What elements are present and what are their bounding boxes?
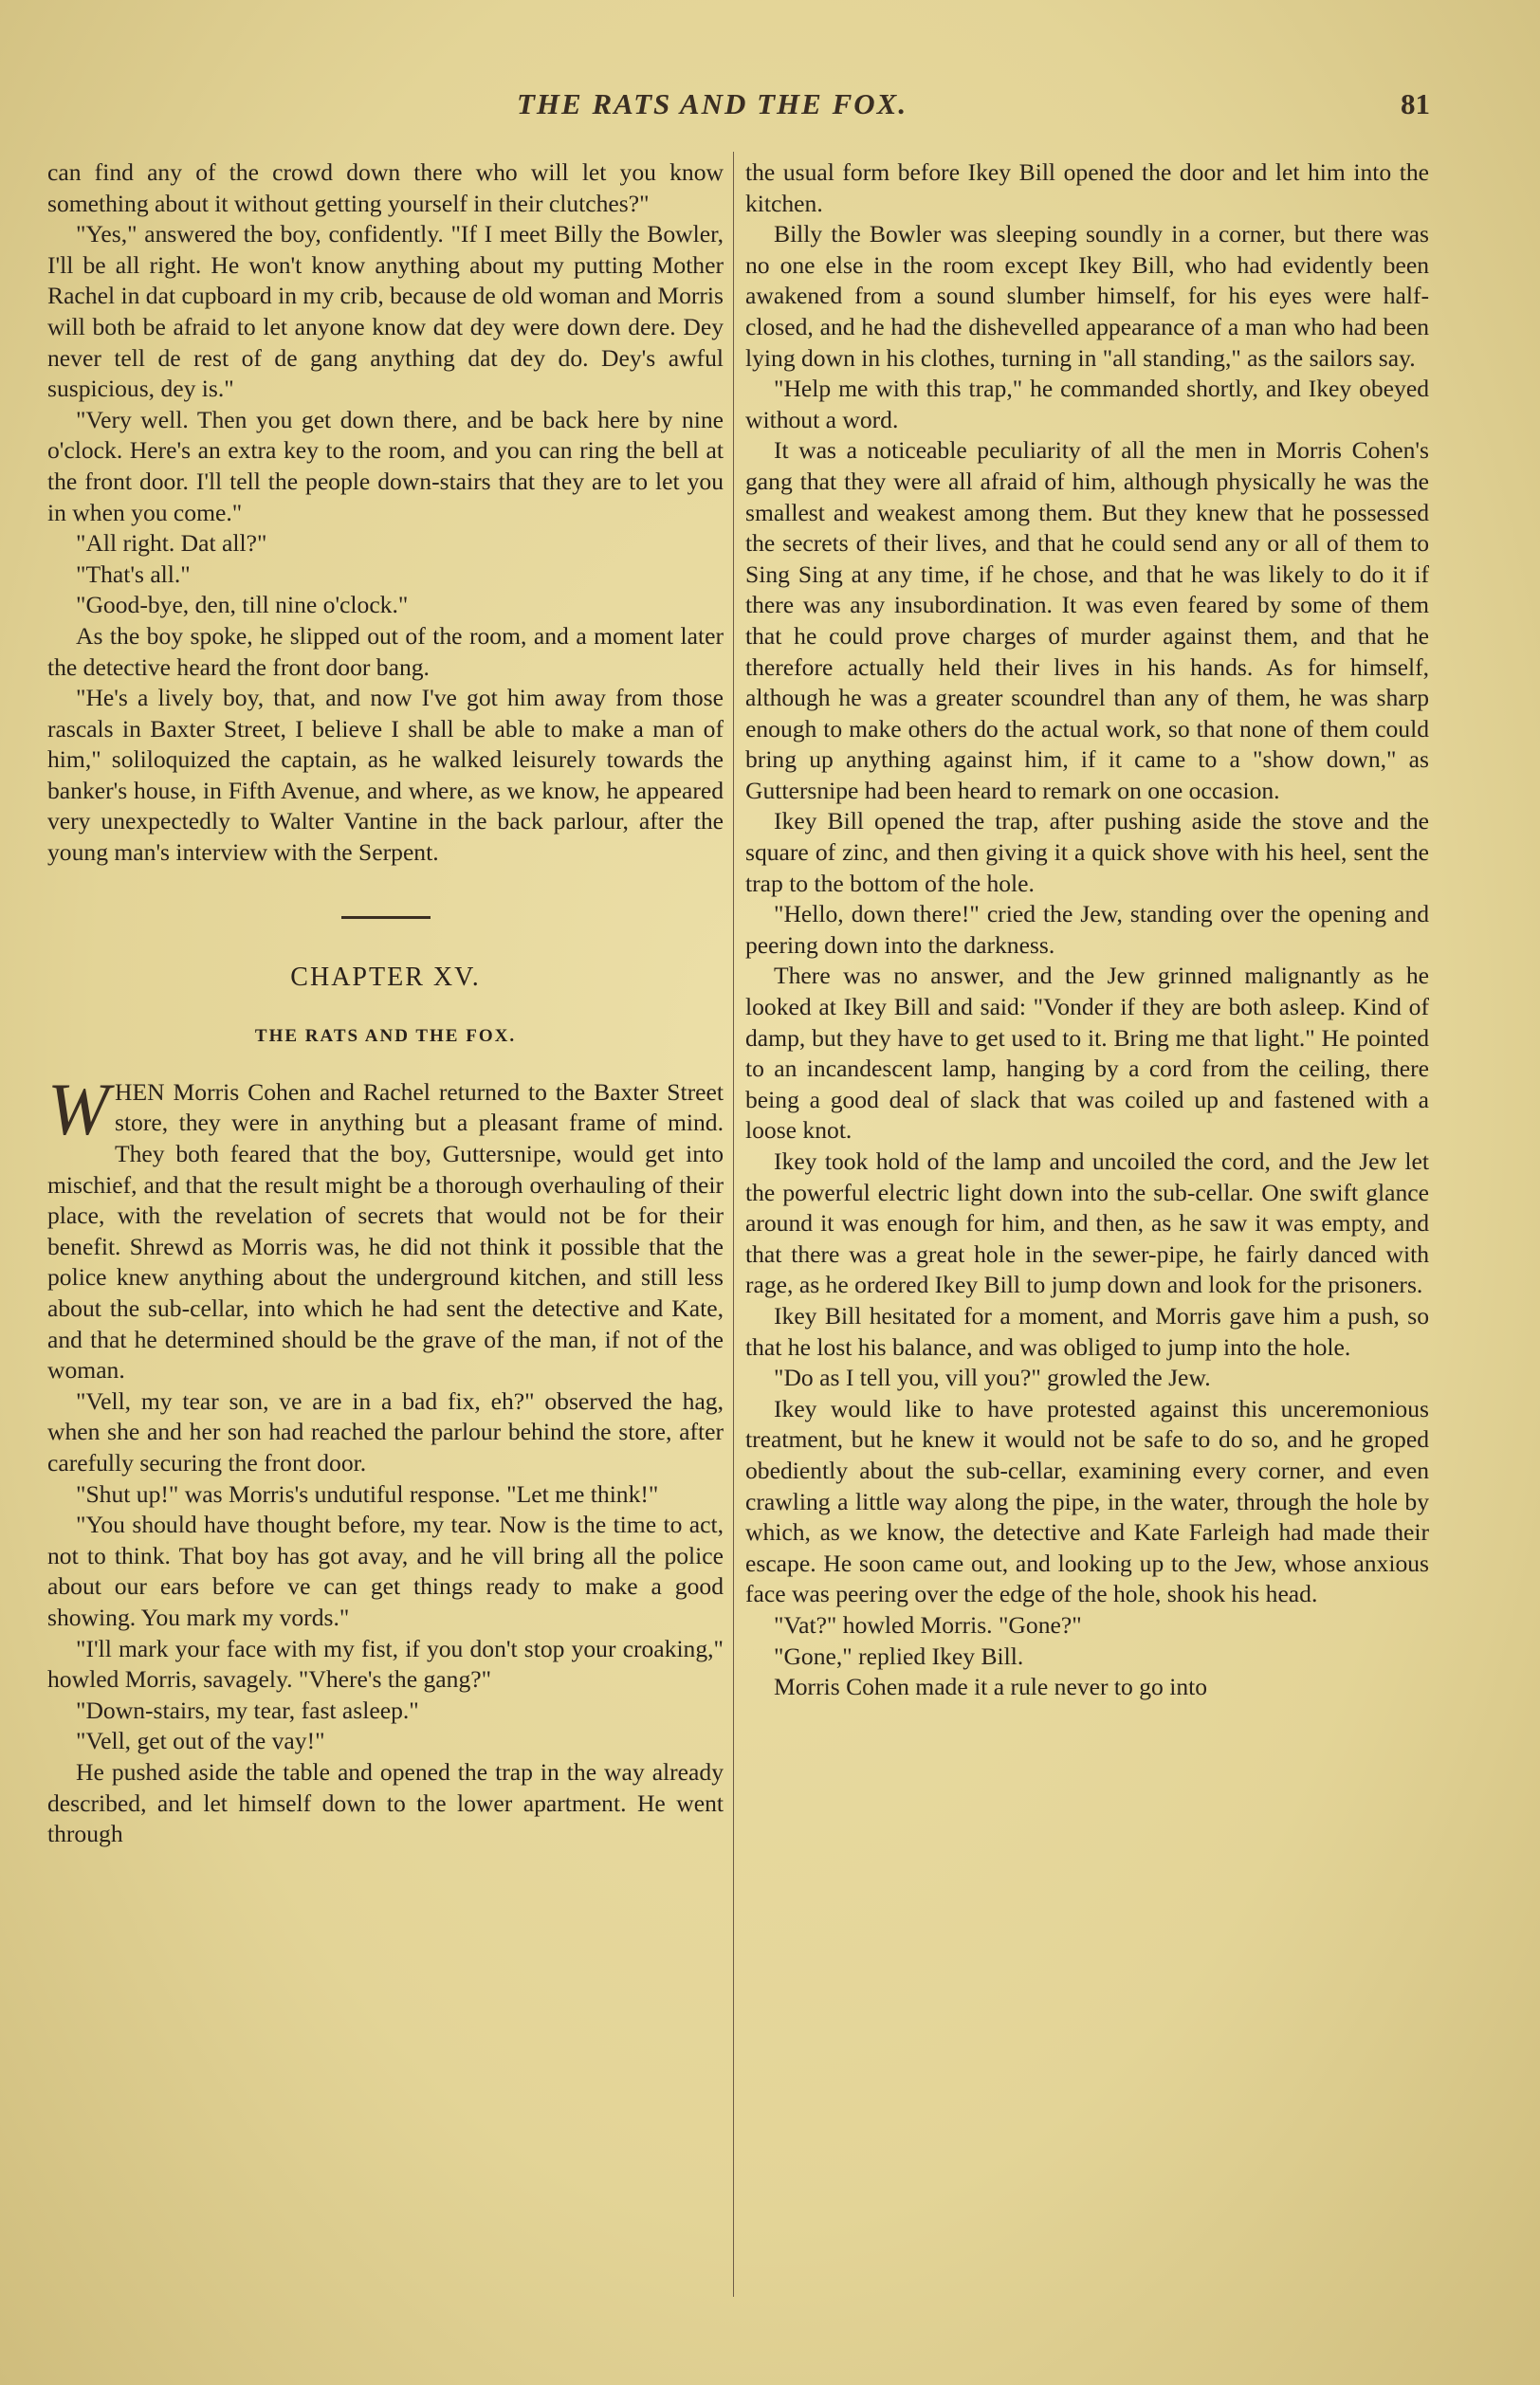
chapter-subtitle: THE RATS AND THE FOX.	[254, 1026, 517, 1047]
drop-cap: W	[47, 1067, 109, 1150]
paragraph: Ikey Bill opened the trap, after pushing aside the stove and the square of zinc, and then giving it a quick shove with his heel, sent the trap to the bottom of the hole.	[745, 807, 1429, 897]
paragraph: As the boy spoke, he slipped out of the room, and a moment later the detective heard the front door bang.	[47, 621, 724, 681]
paragraph: "Very well. Then you get down there, and be back here by nine o'clock. Here's an extra key to the room, and you can ring the bell at the front door. I'll tell the people down-stairs that they are to let you in when you come."	[47, 405, 724, 526]
paragraph: "Yes," answered the boy, confidently. "If I meet Billy the Bowler, I'll be all right. He won't know anything about my putting Mother Rachel in dat cupboard in my crib, because de old woman and Morris will both be afraid to let anyone know dat dey were down dere. Dey never tell de rest of de gang anything dat dey do. Dey's awful suspicious, dey is."	[47, 220, 724, 403]
paragraph: "Gone," replied Ikey Bill.	[774, 1642, 1024, 1670]
paragraph: There was no answer, and the Jew grinned malignantly as he looked at Ikey Bill and said: "Vonder if they are both asleep. Kind of damp, but they have to get used to it. Bring me that light." He pointed to an incandescent lamp, hanging by a cord from the ceiling, there being a good deal of slack that was coiled up and fastened with a loose knot.	[745, 962, 1429, 1145]
paragraph: Morris Cohen made it a rule never to go into	[774, 1673, 1208, 1701]
paragraph: the usual form before Ikey Bill opened the door and let him into the kitchen.	[745, 158, 1429, 217]
paragraph: "Shut up!" was Morris's undutiful response. "Let me think!"	[76, 1479, 659, 1508]
paragraph: He pushed aside the table and opened the trap in the way already described, and let himself down to the lower apartment. He went through	[47, 1757, 724, 1848]
paragraph: "Down-stairs, my tear, fast asleep."	[76, 1696, 419, 1724]
paragraph: "That's all."	[76, 560, 191, 588]
chapter-opening-text: HEN Morris Cohen and Rachel returned to the Baxter Street store, they were in anything but a pleasant frame of mind. They both feared that the boy, Guttersnipe, would get into mischief, and that the result might be a thorough overhauling of their place, with the revelation of secrets that would not be for their benefit. Shrewd as Morris was, he did not think it possible that the police knew anything about the underground kitchen, and still less about the sub-cellar, into which he had sent the detective and Kate, and that he determined should be the grave of the man, if not of the woman.	[47, 1077, 724, 1385]
paragraph: "Help me with this trap," he commanded shortly, and Ikey obeyed without a word.	[745, 375, 1429, 433]
chapter-opening-paragraph	[47, 1067, 724, 1386]
left-column	[47, 157, 724, 2293]
paragraph: can find any of the crowd down there who will let you know something about it without getting yourself in their clutches?"	[47, 158, 724, 217]
paragraph: Ikey Bill hesitated for a moment, and Morris gave him a push, so that he lost his balance, and was obliged to jump into the hole.	[745, 1301, 1429, 1361]
section-divider	[341, 916, 431, 919]
page-header	[0, 87, 1540, 125]
paragraph: "Good-bye, den, till nine o'clock."	[76, 591, 409, 619]
paragraph: Billy the Bowler was sleeping soundly in a corner, but there was no one else in the room except Ikey Bill, who had evidently been awakened from a sound slumber himself, for his eyes were half-closed, and he had the dishevelled appearance of a man who had been lying down in his clothes, turning in "all standing," as the sailors say.	[745, 220, 1429, 372]
paragraph: "Vell, my tear son, ve are in a bad fix, eh?" observed the hag, when she and her son had reached the parlour behind the store, after carefully securing the front door.	[47, 1386, 724, 1477]
paragraph: Ikey took hold of the lamp and uncoiled the cord, and the Jew let the powerful electric light down into the sub-cellar. One swift glance around it was enough for him, and then, as he saw it was empty, and that there was a great hole in the sewer-pipe, he fairly danced with rage, as he ordered Ikey Bill to jump down and look for the prisoners.	[745, 1147, 1429, 1299]
paragraph: "All right. Dat all?"	[76, 529, 267, 558]
page-number: 81	[1401, 87, 1430, 120]
right-column	[745, 157, 1429, 2293]
paragraph: "You should have thought before, my tear. Now is the time to act, not to think. That boy has got avay, and he vill bring all the police about our ears before ve can get things ready to make a good showing. You mark my vords."	[47, 1511, 724, 1631]
paragraph: "Do as I tell you, vill you?" growled the Jew.	[774, 1364, 1211, 1392]
chapter-heading: CHAPTER XV.	[290, 962, 481, 992]
paragraph: "Hello, down there!" cried the Jew, standing over the opening and peering down into the darkness.	[745, 900, 1429, 959]
paragraph: Ikey would like to have protested against this unceremonious treatment, but he knew it would not be safe to do so, and he groped obediently about the sub-cellar, examining every corner, and even crawling a little way along the pipe, in the water, through the hole by which, as we know, the detective and Kate Farleigh had made their escape. He soon came out, and looking up to the Jew, whose anxious face was peering over the edge of the hole, shook his head.	[745, 1394, 1429, 1608]
paragraph: "He's a lively boy, that, and now I've got him away from those rascals in Baxter Street, I believe I shall be able to make a man of him," soliloquized the captain, as he walked leisurely towards the banker's house, in Fifth Avenue, and where, as we know, he appeared very unexpectedly to Walter Vantine in the back parlour, after the young man's interview with the Serpent.	[47, 684, 724, 867]
running-title: THE RATS AND THE FOX.	[517, 87, 908, 120]
paragraph: "Vell, get out of the vay!"	[76, 1727, 325, 1755]
paragraph: It was a noticeable peculiarity of all the men in Morris Cohen's gang that they were all afraid of him, although physically he was the smallest and weakest among them. But they knew that he possessed the secrets of their lives, and that he could send any or all of them to Sing Sing at any time, if he chose, and that he was likely to do it if there was any insubordination. It was even feared by some of them that he could prove charges of murder against them, and that he therefore actually held their lives in his hands. As for himself, although he was a greater scoundrel than any of them, he was sharp enough to make others do the actual work, so that none of them could bring up anything against him, if it came to a "show down," as Guttersnipe had been heard to remark on one occasion.	[745, 436, 1429, 804]
paragraph: "I'll mark your face with my fist, if you don't stop your croaking," howled Morris, savagely. "Vhere's the gang?"	[47, 1634, 724, 1694]
paragraph: "Vat?" howled Morris. "Gone?"	[774, 1610, 1082, 1639]
column-divider	[733, 152, 734, 2297]
